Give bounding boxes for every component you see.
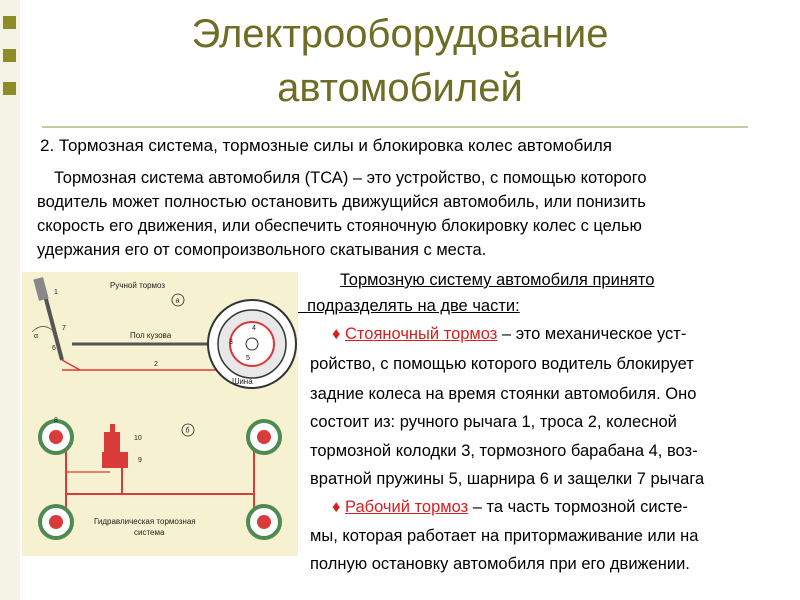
tire-label: Шина [232,377,253,386]
diamond-bullet-icon: ♦ [332,325,341,343]
num-1: 1 [54,289,58,296]
num-6: 6 [52,345,56,352]
intro-line: удержания его от сомопроизвольного скатывания с места. [37,241,487,259]
decor-square [3,49,16,62]
num-4: 4 [252,325,256,332]
intro-line: Тормозная система автомобиля (ТСА) – это устройство, с помощью которого [54,169,647,187]
wheel-rear-left [40,506,72,538]
num-7: 7 [62,325,66,332]
num-alpha: α [34,333,39,340]
floor-label: Пол кузова [130,331,172,340]
parking-brake-first-line [332,324,686,344]
parking-brake-line: тормозной колодки 3, тормозного барабана 4, воз- [310,442,698,460]
parking-brake-text: – это механическое уст- [497,325,687,343]
service-brake-text: – та часть тормозной систе- [468,498,688,516]
slide-title-line2: автомобилей [277,66,523,110]
classification-line [298,296,520,316]
intro-line: скорость его движения, или обеспечить стояночную блокировку колес с целью [37,217,642,235]
wheel-rear-right [248,506,280,538]
parking-brake-line: состоит из: ручного рычага 1, троса 2, колесной [310,413,677,431]
section-heading: 2. Тормозная система, тормозные силы и блокировка колес автомобиля [40,136,612,155]
title-divider [42,126,748,128]
handbrake-label: Ручной тормоз [110,281,166,290]
classification-line-text: подразделять на две части: [307,297,520,315]
slide-title-line1: Электрооборудование [191,12,609,56]
num-8: 8 [54,417,58,424]
service-brake-line: мы, которая работает на притормаживание или на [310,527,699,545]
num-3: 3 [229,339,233,346]
wheel-front-left [40,421,72,453]
hydraulic-label-line1: Гидравлическая тормозная [94,517,196,526]
parking-brake-term: Стояночный тормоз [345,325,498,343]
service-brake-line: полную остановку автомобиля при его движении. [310,555,690,573]
num-9: 9 [138,457,142,464]
parking-brake-line: задние колеса на время стоянки автомобиля. Оно [310,385,697,403]
service-brake-term: Рабочий тормоз [345,498,469,516]
left-accent-bar [0,0,20,600]
num-5: 5 [246,355,250,362]
brake-drum [208,300,296,388]
service-brake-first-line [332,497,688,517]
decor-square [3,16,16,29]
decor-square [3,82,16,95]
wheel-front-right [248,421,280,453]
diamond-bullet-icon: ♦ [332,498,341,516]
parking-brake-line: вратной пружины 5, шарнира 6 и защелки 7 рычага [310,470,705,488]
hydraulic-label-line2: система [134,528,165,537]
intro-line: водитель может полностью остановить движущийся автомобиль, или понизить [37,193,646,211]
num-10: 10 [134,435,142,442]
parking-brake-line: ройство, с помощью которого водитель блокирует [310,355,694,373]
label-a: а [175,297,180,305]
brake-system-diagram [22,272,298,556]
label-b: б [185,427,190,435]
classification-line: Тормозную систему автомобиля принято [340,271,655,289]
num-2: 2 [154,361,158,368]
